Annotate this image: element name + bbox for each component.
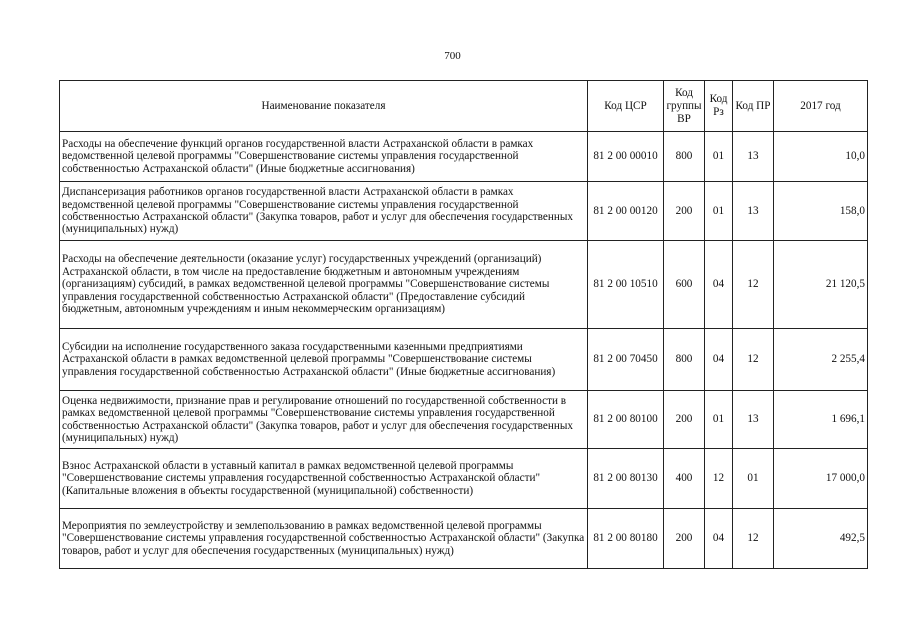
row-name: Субсидии на исполнение государственного заказа государственными казенными предприятиями Астраханской области в рамках ведомственной целевой программы "Совершенствование системы управления государственной собственностью Астраханской области" (Иные бюджетные ассигнования) bbox=[60, 329, 588, 391]
table-row bbox=[60, 509, 868, 569]
row-vr: 200 bbox=[664, 182, 705, 241]
row-pr: 12 bbox=[733, 509, 774, 569]
row-amount: 1 696,1 bbox=[774, 391, 868, 449]
row-vr: 600 bbox=[664, 241, 705, 329]
row-rz: 01 bbox=[705, 182, 733, 241]
row-pr: 12 bbox=[733, 241, 774, 329]
row-name: Диспансеризация работников органов государственной власти Астраханской области в рамках ведомственной целевой программы "Совершенствование системы управления государственной собственностью Астраханской области" (Закупка товаров, работ и услуг для обеспечения государственных (муниципальных) нужд) bbox=[60, 182, 588, 241]
budget-table bbox=[59, 80, 868, 569]
row-csr: 81 2 00 00010 bbox=[588, 132, 664, 182]
row-amount: 10,0 bbox=[774, 132, 868, 182]
row-pr: 13 bbox=[733, 182, 774, 241]
row-vr: 800 bbox=[664, 132, 705, 182]
row-pr: 12 bbox=[733, 329, 774, 391]
row-amount: 21 120,5 bbox=[774, 241, 868, 329]
row-rz: 12 bbox=[705, 449, 733, 509]
header-name: Наименование показателя bbox=[60, 81, 588, 132]
header-rz: Код Рз bbox=[705, 81, 733, 132]
row-name: Мероприятия по землеустройству и землепользованию в рамках ведомственной целевой программы "Совершенствование системы управления государственной собственностью Астраханской области" (Закупка товаров, работ и услуг для обеспечения государственных (муниципальных) нужд) bbox=[60, 509, 588, 569]
row-rz: 01 bbox=[705, 391, 733, 449]
row-amount: 2 255,4 bbox=[774, 329, 868, 391]
row-csr: 81 2 00 80130 bbox=[588, 449, 664, 509]
row-name: Взнос Астраханской области в уставный капитал в рамках ведомственной целевой программы "Совершенствование системы управления государственной собственностью Астраханской области" (Капитальные вложения в объекты государственной (муниципальной) собственности) bbox=[60, 449, 588, 509]
row-rz: 04 bbox=[705, 329, 733, 391]
row-vr: 200 bbox=[664, 509, 705, 569]
row-pr: 01 bbox=[733, 449, 774, 509]
row-csr: 81 2 00 10510 bbox=[588, 241, 664, 329]
header-pr: Код ПР bbox=[733, 81, 774, 132]
table-row bbox=[60, 449, 868, 509]
row-vr: 200 bbox=[664, 391, 705, 449]
table-row bbox=[60, 391, 868, 449]
row-csr: 81 2 00 70450 bbox=[588, 329, 664, 391]
row-rz: 01 bbox=[705, 132, 733, 182]
row-rz: 04 bbox=[705, 241, 733, 329]
header-csr: Код ЦСР bbox=[588, 81, 664, 132]
header-year: 2017 год bbox=[774, 81, 868, 132]
row-name: Расходы на обеспечение функций органов государственной власти Астраханской области в рамках ведомственной целевой программы "Совершенствование системы управления государственной собственностью Астраханской области" (Иные бюджетные ассигнования) bbox=[60, 132, 588, 182]
row-amount: 158,0 bbox=[774, 182, 868, 241]
row-amount: 17 000,0 bbox=[774, 449, 868, 509]
header-vr: Код группы ВР bbox=[664, 81, 705, 132]
row-vr: 400 bbox=[664, 449, 705, 509]
row-csr: 81 2 00 00120 bbox=[588, 182, 664, 241]
row-amount: 492,5 bbox=[774, 509, 868, 569]
row-vr: 800 bbox=[664, 329, 705, 391]
table-row bbox=[60, 132, 868, 182]
table-row bbox=[60, 241, 868, 329]
row-csr: 81 2 00 80180 bbox=[588, 509, 664, 569]
row-csr: 81 2 00 80100 bbox=[588, 391, 664, 449]
row-name: Расходы на обеспечение деятельности (оказание услуг) государственных учреждений (организаций) Астраханской области, в том числе на предоставление бюджетным и автономным учреждениям (организациям) субсидий, в рамках ведомственной целевой программы "Совершенствование системы управления государственной собственностью Астраханской области" (Предоставление субсидий бюджетным, автономным учреждениям и иным некоммерческим организациям) bbox=[60, 241, 588, 329]
row-pr: 13 bbox=[733, 132, 774, 182]
table-row bbox=[60, 182, 868, 241]
table-body bbox=[60, 132, 868, 569]
row-pr: 13 bbox=[733, 391, 774, 449]
table-header bbox=[60, 81, 868, 132]
row-rz: 04 bbox=[705, 509, 733, 569]
row-name: Оценка недвижимости, признание прав и регулирование отношений по государственной собственности в рамках ведомственной целевой программы "Совершенствование системы управления государственной собственностью Астраханской области" (Закупка товаров, работ и услуг для обеспечения государственных (муниципальных) нужд) bbox=[60, 391, 588, 449]
table-row bbox=[60, 329, 868, 391]
page-number: 700 bbox=[444, 50, 461, 62]
header-row bbox=[60, 81, 868, 132]
